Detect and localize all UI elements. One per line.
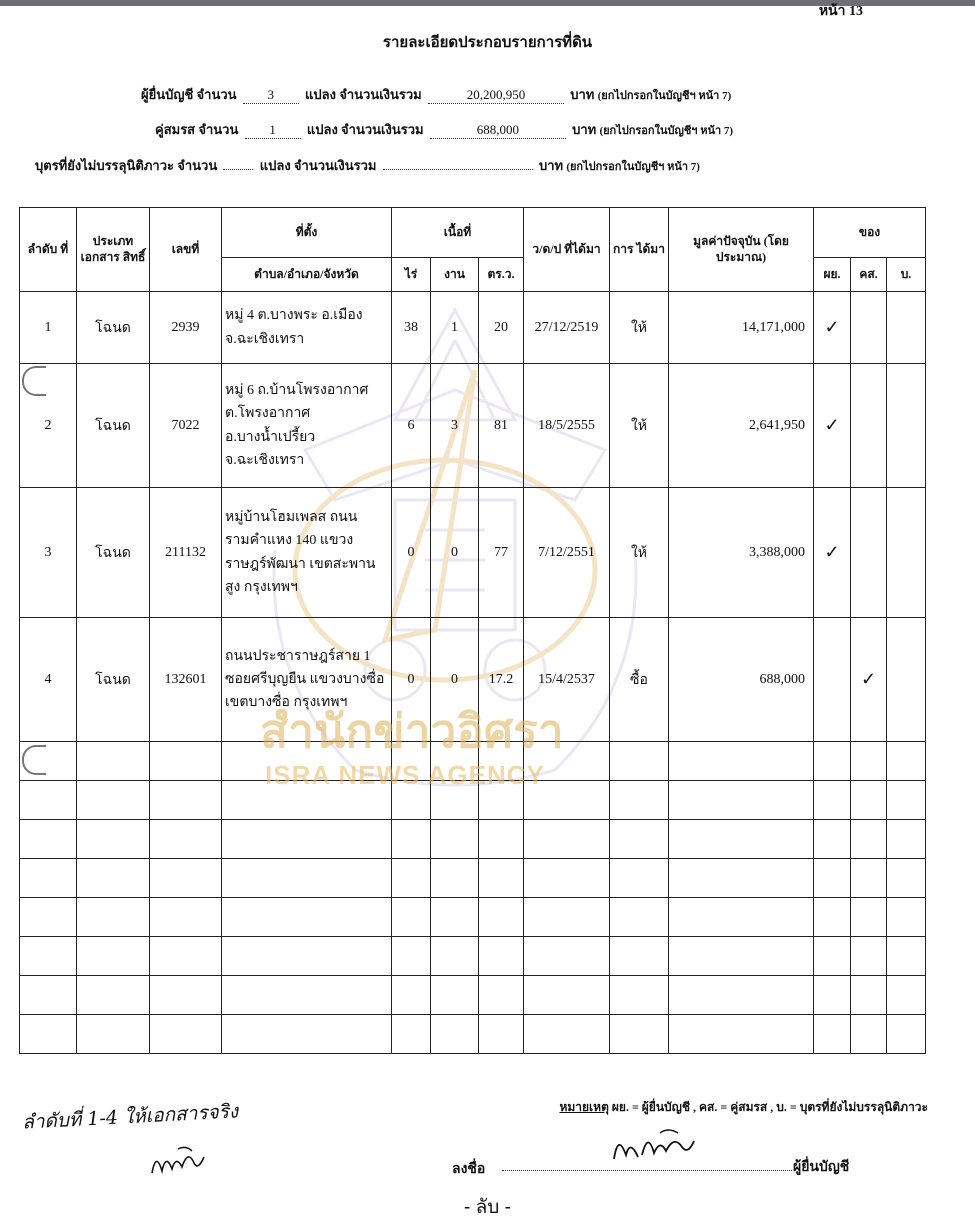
signature [608,1125,698,1169]
cell-owner-self [814,618,851,742]
summary-declarant [141,84,731,105]
summary-child [35,155,700,176]
cell-ngan: 0 [431,488,479,618]
summary-note: (ยกไปกรอกในบัญชีฯ หน้า 7) [566,161,700,173]
cell-doc-type: โฉนด [77,292,150,364]
empty-row [20,820,926,859]
signature-line [502,1170,792,1171]
cell-ngan: 1 [431,292,479,364]
cell-location: ถนนประชาราษฎร์สาย 1 ซอยศรีบุญยืน แขวงบางซื่อ เขตบางซื่อ กรุงเทพฯ [222,618,392,742]
summary-count [223,169,253,170]
summary-spouse [155,119,733,140]
footnote-label: หมายเหตุ [559,1100,609,1114]
header-location: ที่ตั้ง [222,208,392,258]
footnote [559,1098,928,1117]
cell-number: 2939 [150,292,222,364]
cell-seq: 1 [20,292,77,364]
summary-unit: แปลง จำนวนเงินรวม [259,158,377,173]
cell-value: 2,641,950 [669,364,814,488]
cell-location: หมู่ 6 ถ.บ้านโพรงอากาศ ต.โพรงอากาศ อ.บางน้ำเปรี้ยว จ.ฉะเชิงเทรา [222,364,392,488]
cell-date: 18/5/2555 [524,364,610,488]
header-rai: ไร่ [392,258,431,292]
cell-wa: 77 [479,488,524,618]
watermark-english-text: ISRA NEWS AGENCY [265,760,545,790]
header-area: เนื้อที่ [392,208,524,258]
cell-number: 132601 [150,618,222,742]
summary-amount [383,169,533,170]
header-owner: ของ [814,208,926,258]
empty-row [20,976,926,1015]
empty-row [20,937,926,976]
empty-row [20,1015,926,1054]
signature-initial [148,1143,208,1179]
header-ngan: งาน [431,258,479,292]
page-title: รายละเอียดประกอบรายการที่ดิน [382,35,593,51]
cell-value: 14,171,000 [669,292,814,364]
cell-owner-child [887,618,926,742]
summary-note: (ยกไปกรอกในบัญชีฯ หน้า 7) [597,90,732,102]
empty-row [20,859,926,898]
empty-row [20,742,926,781]
cell-owner-spouse [851,488,887,618]
cell-number: 211132 [150,488,222,618]
cell-doc-type: โฉนด [77,618,150,742]
watermark-thai-text: สำนักข่าวอิศรา [260,704,564,758]
cell-rai: 38 [392,292,431,364]
header-date: ว/ด/ป ที่ได้มา [524,208,610,292]
sign-label: ลงชื่อ [452,1162,486,1177]
summary-label: ผู้ยื่นบัญชี จำนวน [141,87,237,102]
cell-owner-spouse [851,364,887,488]
header-owner-self: ผย. [814,258,851,292]
cell-rai: 6 [392,364,431,488]
cell-doc-type: โฉนด [77,488,150,618]
table-row [20,364,926,488]
cell-owner-child [887,364,926,488]
cell-owner-self: ✓ [814,488,851,618]
summary-count: 1 [245,122,301,139]
cell-owner-child [887,292,926,364]
header-number: เลขที่ [150,208,222,292]
table-row [20,488,926,618]
summary-label: คู่สมรส จำนวน [155,122,239,137]
cell-seq: 2 [20,364,77,488]
land-details-table [19,207,926,1054]
cell-owner-spouse: ✓ [851,618,887,742]
punch-hole-mark [22,745,46,775]
header-value: มูลค่าปัจจุบัน (โดยประมาณ) [669,208,814,292]
summary-note: (ยกไปกรอกในบัญชีฯ หน้า 7) [599,125,734,137]
cell-location: หมู่ 4 ต.บางพระ อ.เมือง จ.ฉะเชิงเทรา [222,292,392,364]
classification-mark: - ลับ - [464,1197,511,1218]
cell-wa: 81 [479,364,524,488]
cell-owner-child [887,488,926,618]
summary-count: 3 [243,87,299,104]
page-number: หน้า 13 [818,4,863,19]
summary-label: บุตรที่ยังไม่บรรลุนิติภาวะ จำนวน [35,158,218,173]
cell-date: 7/12/2551 [524,488,610,618]
summary-currency: บาท [538,158,564,173]
cell-location: หมู่บ้านโฮมเพลส ถนนรามคำแหง 140 แขวงราษฎร์พัฒนา เขตสะพานสูง กรุงเทพฯ [222,488,392,618]
cell-seq: 3 [20,488,77,618]
cell-method: ให้ [610,488,669,618]
summary-currency: บาท [572,122,597,137]
table-row [20,292,926,364]
summary-currency: บาท [570,87,595,102]
summary-amount: 20,200,950 [428,87,564,104]
cell-seq: 4 [20,618,77,742]
header-seq: ลำดับ ที่ [20,208,77,292]
header-wa: ตร.ว. [479,258,524,292]
cell-method: ซื้อ [610,618,669,742]
cell-wa: 20 [479,292,524,364]
cell-owner-self: ✓ [814,292,851,364]
cell-wa: 17.2 [479,618,524,742]
cell-date: 27/12/2519 [524,292,610,364]
cell-owner-self: ✓ [814,364,851,488]
empty-row [20,898,926,937]
cell-ngan: 3 [431,364,479,488]
cell-rai: 0 [392,488,431,618]
header-owner-child: บ. [887,258,926,292]
cell-doc-type: โฉนด [77,364,150,488]
cell-method: ให้ [610,292,669,364]
sign-role: ผู้ยื่นบัญชี [793,1160,850,1175]
cell-method: ให้ [610,364,669,488]
header-location-sub: ตำบล/อำเภอ/จังหวัด [222,258,392,292]
footnote-text: ผย. = ผู้ยื่นบัญชี , คส. = คู่สมรส , บ. = บุตรที่ยังไม่บรรลุนิติภาวะ [611,1100,928,1114]
summary-unit: แปลง จำนวนเงินรวม [305,87,422,102]
header-owner-spouse: คส. [851,258,887,292]
cell-number: 7022 [150,364,222,488]
cell-date: 15/4/2537 [524,618,610,742]
cell-value: 688,000 [669,618,814,742]
empty-row [20,781,926,820]
table-row [20,618,926,742]
cell-owner-spouse [851,292,887,364]
handwritten-note: ลำดับที่ 1-4 ให้เอกสารจริง [21,1100,239,1134]
punch-hole-mark [22,366,46,396]
cell-rai: 0 [392,618,431,742]
cell-value: 3,388,000 [669,488,814,618]
cell-ngan: 0 [431,618,479,742]
header-method: การ ได้มา [610,208,669,292]
header-doc-type: ประเภท เอกสาร สิทธิ์ [77,208,150,292]
summary-unit: แปลง จำนวนเงินรวม [306,122,424,137]
summary-amount: 688,000 [430,122,566,139]
